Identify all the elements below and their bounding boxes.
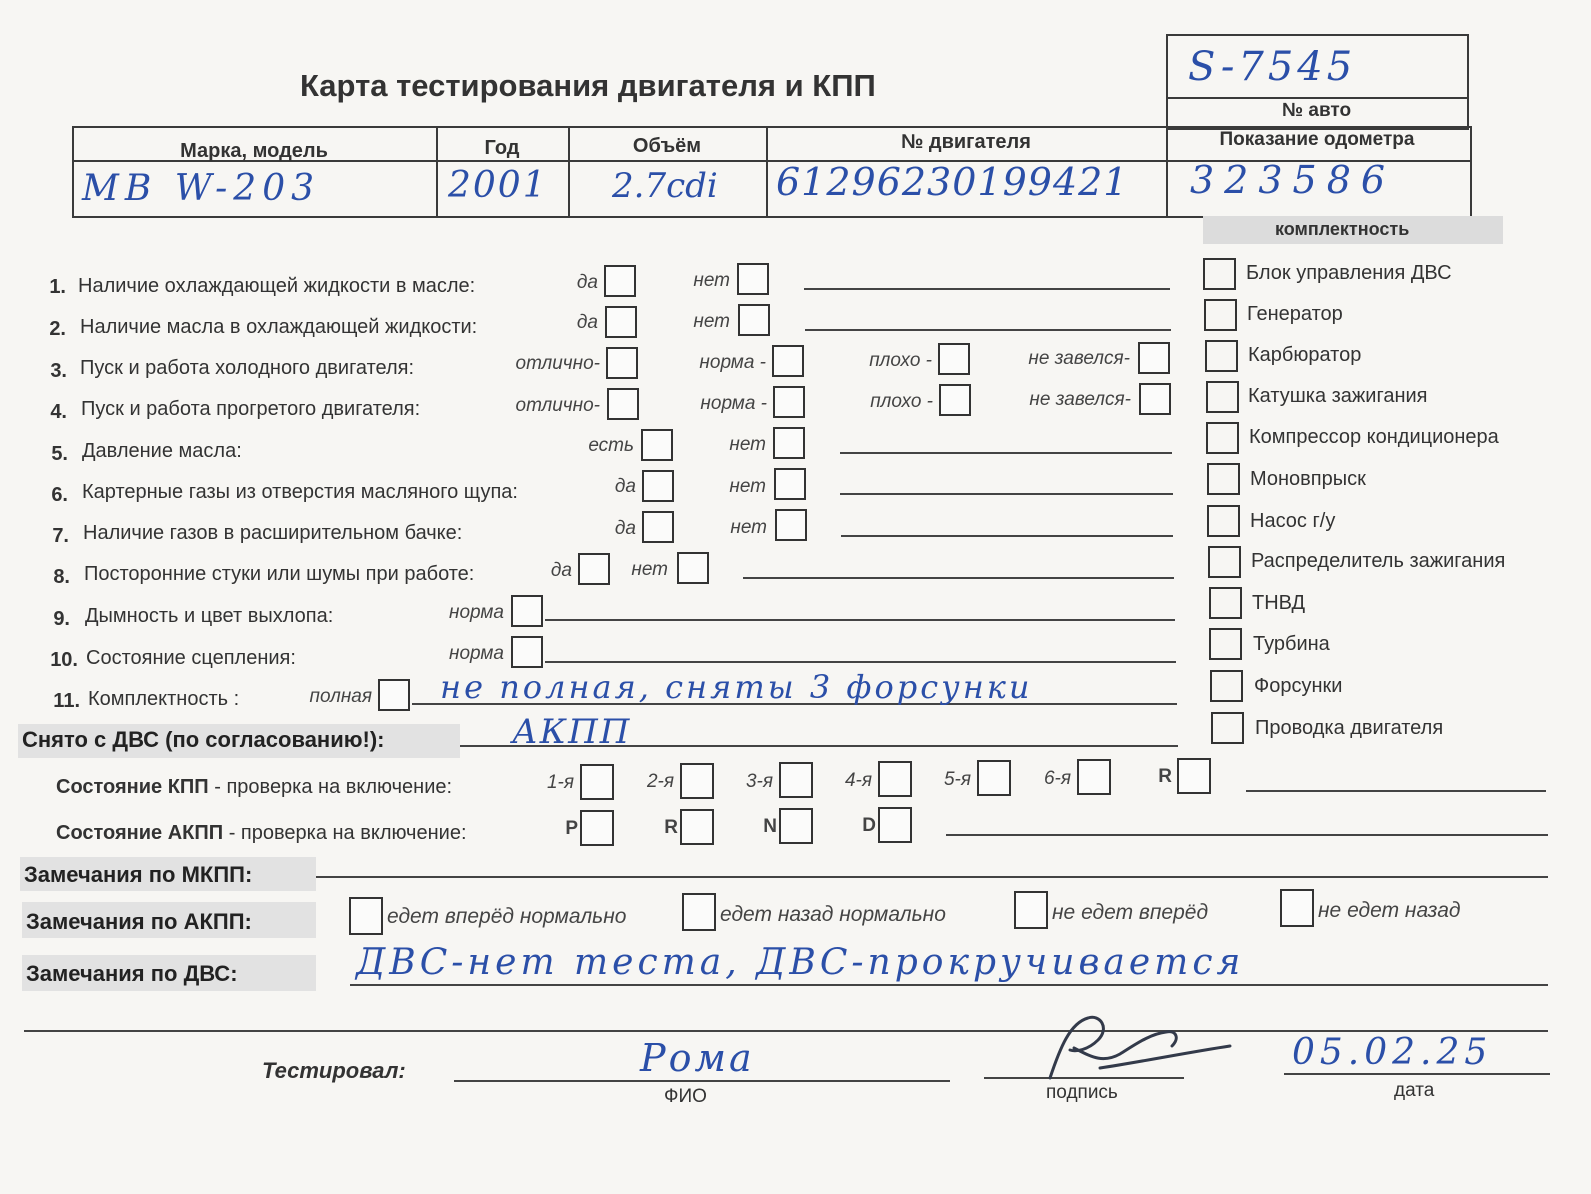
date-value[interactable]: 05.02.25 (1292, 1032, 1493, 1073)
q4-opt-1: отлично- (515, 395, 600, 416)
q4-opt-2: норма - (700, 393, 767, 414)
auto-number-value[interactable]: S-7545 (1188, 44, 1357, 90)
checkbox-kom-12[interactable] (1211, 712, 1244, 744)
year-value[interactable]: 2001 (448, 165, 548, 206)
name-value[interactable]: Рома (640, 1036, 755, 1080)
q3-opt-3: плохо - (869, 350, 932, 371)
akpp-remark-checkbox-2[interactable] (682, 893, 716, 931)
q7-line (841, 535, 1173, 537)
q11-opt-1: полная (309, 686, 372, 707)
q3-opt-4: не завелся- (1028, 348, 1130, 369)
akpp-gear-p: P (565, 818, 578, 839)
q5-checkbox-1[interactable] (641, 429, 673, 461)
kpp-label-rest: - проверка на включение: (208, 776, 453, 798)
year-label: Год (484, 137, 520, 159)
q1-text: Наличие охлаждающей жидкости в масле: (78, 275, 476, 297)
q3-text: Пуск и работа холодного двигателя: (80, 357, 415, 379)
q1-number: 1. (49, 276, 66, 298)
q5-text: Давление масла: (82, 440, 242, 462)
akpp-remark-checkbox-3[interactable] (1014, 891, 1048, 929)
odometer-value[interactable]: 323586 (1190, 158, 1396, 202)
dvs-remarks-label: Замечания по ДВС: (26, 961, 238, 986)
q2-text: Наличие масла в охлаждающей жидкости: (80, 316, 478, 338)
akpp-remark-option-2: едет назад нормально (720, 903, 946, 926)
akpp-gear-d: D (862, 815, 876, 836)
kom-item-1: Блок управления ДВС (1246, 262, 1452, 284)
q4-checkbox-2[interactable] (773, 386, 805, 418)
removed-value[interactable]: АКПП (512, 712, 632, 752)
date-line (1284, 1073, 1550, 1075)
kom-item-6: Моновпрыск (1250, 468, 1366, 490)
q8-checkbox-2[interactable] (677, 552, 709, 584)
q5-opt-2: нет (729, 434, 766, 455)
q4-checkbox-3[interactable] (939, 384, 971, 416)
q5-line (840, 452, 1172, 454)
name-line (454, 1080, 950, 1082)
checkbox-kom-7[interactable] (1207, 505, 1240, 537)
q7-number: 7. (52, 525, 69, 547)
kpp-checkbox-2[interactable] (680, 763, 714, 799)
q7-opt-2: нет (730, 517, 767, 538)
kpp-checkbox-r[interactable] (1177, 758, 1211, 794)
signature-caption: подпись (1046, 1082, 1118, 1103)
kpp-gear-6: 6-я (1043, 768, 1071, 789)
kpp-gear-r: R (1158, 766, 1172, 787)
checkbox-kom-9[interactable] (1209, 587, 1242, 619)
make-value[interactable]: MB W-203 (82, 168, 321, 209)
kom-item-8: Распределитель зажигания (1251, 550, 1506, 572)
q3-opt-1: отлично- (515, 353, 600, 374)
q10-checkbox-1[interactable] (511, 636, 543, 668)
q3-opt-2: норма - (699, 352, 766, 373)
q3-number: 3. (50, 360, 67, 382)
q2-opt-1: да (576, 312, 598, 333)
checkbox-kom-4[interactable] (1206, 381, 1239, 413)
kom-item-4: Катушка зажигания (1248, 385, 1428, 407)
q6-opt-1: да (614, 476, 636, 497)
q3-checkbox-4[interactable] (1138, 342, 1170, 374)
q2-opt-2: нет (693, 311, 730, 332)
q7-checkbox-2[interactable] (775, 509, 807, 541)
kpp-line (1246, 790, 1546, 792)
removed-label: Снято с ДВС (по согласованию!): (22, 727, 385, 752)
auto-number-label: № авто (1281, 100, 1352, 121)
q10-line (545, 661, 1176, 663)
kpp-checkbox-4[interactable] (878, 761, 912, 797)
akpp-label-rest: - проверка на включение: (223, 822, 467, 844)
q3-checkbox-1[interactable] (606, 347, 638, 379)
dvs-remarks-value[interactable]: ДВС-нет теста, ДВС-прокручивается (356, 942, 1245, 983)
date-caption: дата (1394, 1080, 1435, 1101)
kpp-label (56, 776, 452, 799)
q9-text: Дымность и цвет выхлопа: (85, 605, 334, 627)
engine-label: № двигателя (901, 131, 1031, 153)
akpp-checkbox-r[interactable] (680, 809, 714, 845)
kom-item-9: ТНВД (1252, 592, 1306, 614)
kom-item-2: Генератор (1247, 303, 1343, 325)
checkbox-kom-2[interactable] (1204, 299, 1237, 331)
mkpp-remarks-line (316, 876, 1548, 878)
q8-opt-1: да (550, 560, 572, 581)
q4-text: Пуск и работа прогретого двигателя: (81, 398, 421, 420)
q4-opt-3: плохо - (870, 391, 933, 412)
q2-checkbox-2[interactable] (738, 304, 770, 336)
q1-checkbox-2[interactable] (737, 263, 769, 295)
kpp-gear-1: 1-я (546, 772, 574, 793)
tested-label: Тестировал: (262, 1058, 406, 1083)
page-title: Карта тестирования двигателя и КПП (300, 68, 876, 103)
q6-text: Картерные газы из отверстия масляного щупа: (82, 481, 518, 503)
kpp-checkbox-6[interactable] (1077, 759, 1111, 795)
akpp-line (946, 834, 1548, 836)
checkbox-kom-3[interactable] (1205, 340, 1238, 372)
q6-checkbox-2[interactable] (774, 468, 806, 500)
volume-label: Объём (632, 135, 702, 157)
kpp-checkbox-5[interactable] (977, 760, 1011, 796)
kpp-gear-5: 5-я (943, 769, 971, 790)
q8-opt-2: нет (631, 559, 668, 580)
q2-line (805, 329, 1171, 331)
q4-opt-4: не завелся- (1029, 389, 1131, 410)
volume-value[interactable]: 2.7cdi (612, 166, 718, 206)
q3-checkbox-2[interactable] (772, 345, 804, 377)
checkbox-kom-11[interactable] (1210, 670, 1243, 702)
q2-checkbox-1[interactable] (605, 306, 637, 338)
kom-item-12: Проводка двигателя (1255, 717, 1444, 739)
q9-checkbox-1[interactable] (511, 595, 543, 627)
q7-checkbox-1[interactable] (642, 511, 674, 543)
checkbox-kom-6[interactable] (1207, 463, 1240, 495)
kom-item-10: Турбина (1253, 633, 1330, 655)
q4-checkbox-1[interactable] (607, 388, 639, 420)
q7-opt-1: да (614, 518, 636, 539)
q8-text: Посторонние стуки или шумы при работе: (84, 563, 475, 585)
akpp-remark-checkbox-1[interactable] (349, 897, 383, 935)
kom-item-3: Карбюратор (1248, 344, 1362, 366)
q11-number: 11. (53, 690, 80, 712)
q1-opt-1: да (576, 272, 598, 293)
kpp-label-bold: Состояние КПП (56, 776, 209, 798)
q5-number: 5. (51, 443, 68, 465)
kpp-gear-4: 4-я (844, 770, 872, 791)
q10-text: Состояние сцепления: (86, 647, 296, 669)
q4-checkbox-4[interactable] (1139, 383, 1171, 415)
kpp-gear-2: 2-я (646, 771, 674, 792)
q10-opt-1: норма (449, 643, 504, 664)
q6-line (840, 493, 1173, 495)
odometer-label: Показание одометра (1219, 129, 1415, 150)
q9-opt-1: норма (449, 602, 504, 623)
q11-text: Комплектность : (88, 688, 240, 710)
signature-stroke (1050, 1017, 1230, 1078)
q6-number: 6. (51, 484, 68, 506)
make-label: Марка, модель (180, 140, 328, 162)
akpp-checkbox-d[interactable] (878, 807, 912, 843)
akpp-remarks-label: Замечания по АКПП: (26, 909, 252, 934)
checkbox-kom-1[interactable] (1203, 258, 1236, 290)
checkbox-kom-8[interactable] (1208, 546, 1241, 578)
akpp-gear-r: R (664, 817, 678, 838)
q1-line (804, 288, 1170, 290)
q8-checkbox-1[interactable] (578, 553, 610, 585)
q7-text: Наличие газов в расширительном бачке: (83, 522, 463, 544)
akpp-label (56, 822, 467, 845)
akpp-checkbox-n[interactable] (779, 808, 813, 844)
q1-opt-2: нет (693, 270, 730, 291)
kom-item-5: Компрессор кондиционера (1249, 426, 1499, 448)
checkbox-kom-5[interactable] (1206, 422, 1239, 454)
akpp-checkbox-p[interactable] (580, 810, 614, 846)
kpp-checkbox-1[interactable] (580, 764, 614, 800)
name-caption: ФИО (664, 1086, 707, 1107)
akpp-remark-option-4: не едет назад (1318, 899, 1461, 922)
q9-number: 9. (53, 608, 70, 630)
kom-item-7: Насос г/у (1250, 510, 1336, 532)
q11-note[interactable]: не полная, сняты 3 форсунки (440, 668, 1033, 706)
checkbox-kom-10[interactable] (1209, 628, 1242, 660)
akpp-remark-option-1: едет вперёд нормально (387, 905, 627, 928)
q10-number: 10. (50, 649, 78, 671)
q2-number: 2. (49, 318, 66, 340)
q5-checkbox-2[interactable] (773, 427, 805, 459)
q6-checkbox-1[interactable] (642, 470, 674, 502)
q9-line (545, 619, 1175, 621)
q1-checkbox-1[interactable] (604, 265, 636, 297)
kom-item-11: Форсунки (1254, 675, 1343, 697)
engine-value[interactable]: 61296230199421 (776, 160, 1129, 204)
q8-number: 8. (53, 566, 70, 588)
q4-number: 4. (50, 401, 67, 423)
akpp-label-bold: Состояние АКПП (56, 822, 224, 844)
akpp-remark-option-3: не едет вперёд (1052, 901, 1209, 924)
signature (1040, 1008, 1240, 1088)
q8-line (743, 577, 1174, 579)
q3-checkbox-3[interactable] (938, 343, 970, 375)
q5-opt-1: есть (588, 435, 634, 456)
mkpp-remarks-label: Замечания по МКПП: (24, 862, 253, 887)
q11-checkbox-1[interactable] (378, 679, 410, 711)
komplektnost-title: комплектность (1275, 219, 1410, 239)
q6-opt-2: нет (729, 476, 766, 497)
akpp-gear-n: N (763, 816, 777, 837)
akpp-remark-checkbox-4[interactable] (1280, 889, 1314, 927)
kpp-gear-3: 3-я (745, 771, 773, 792)
kpp-checkbox-3[interactable] (779, 762, 813, 798)
dvs-remarks-line (350, 984, 1548, 986)
